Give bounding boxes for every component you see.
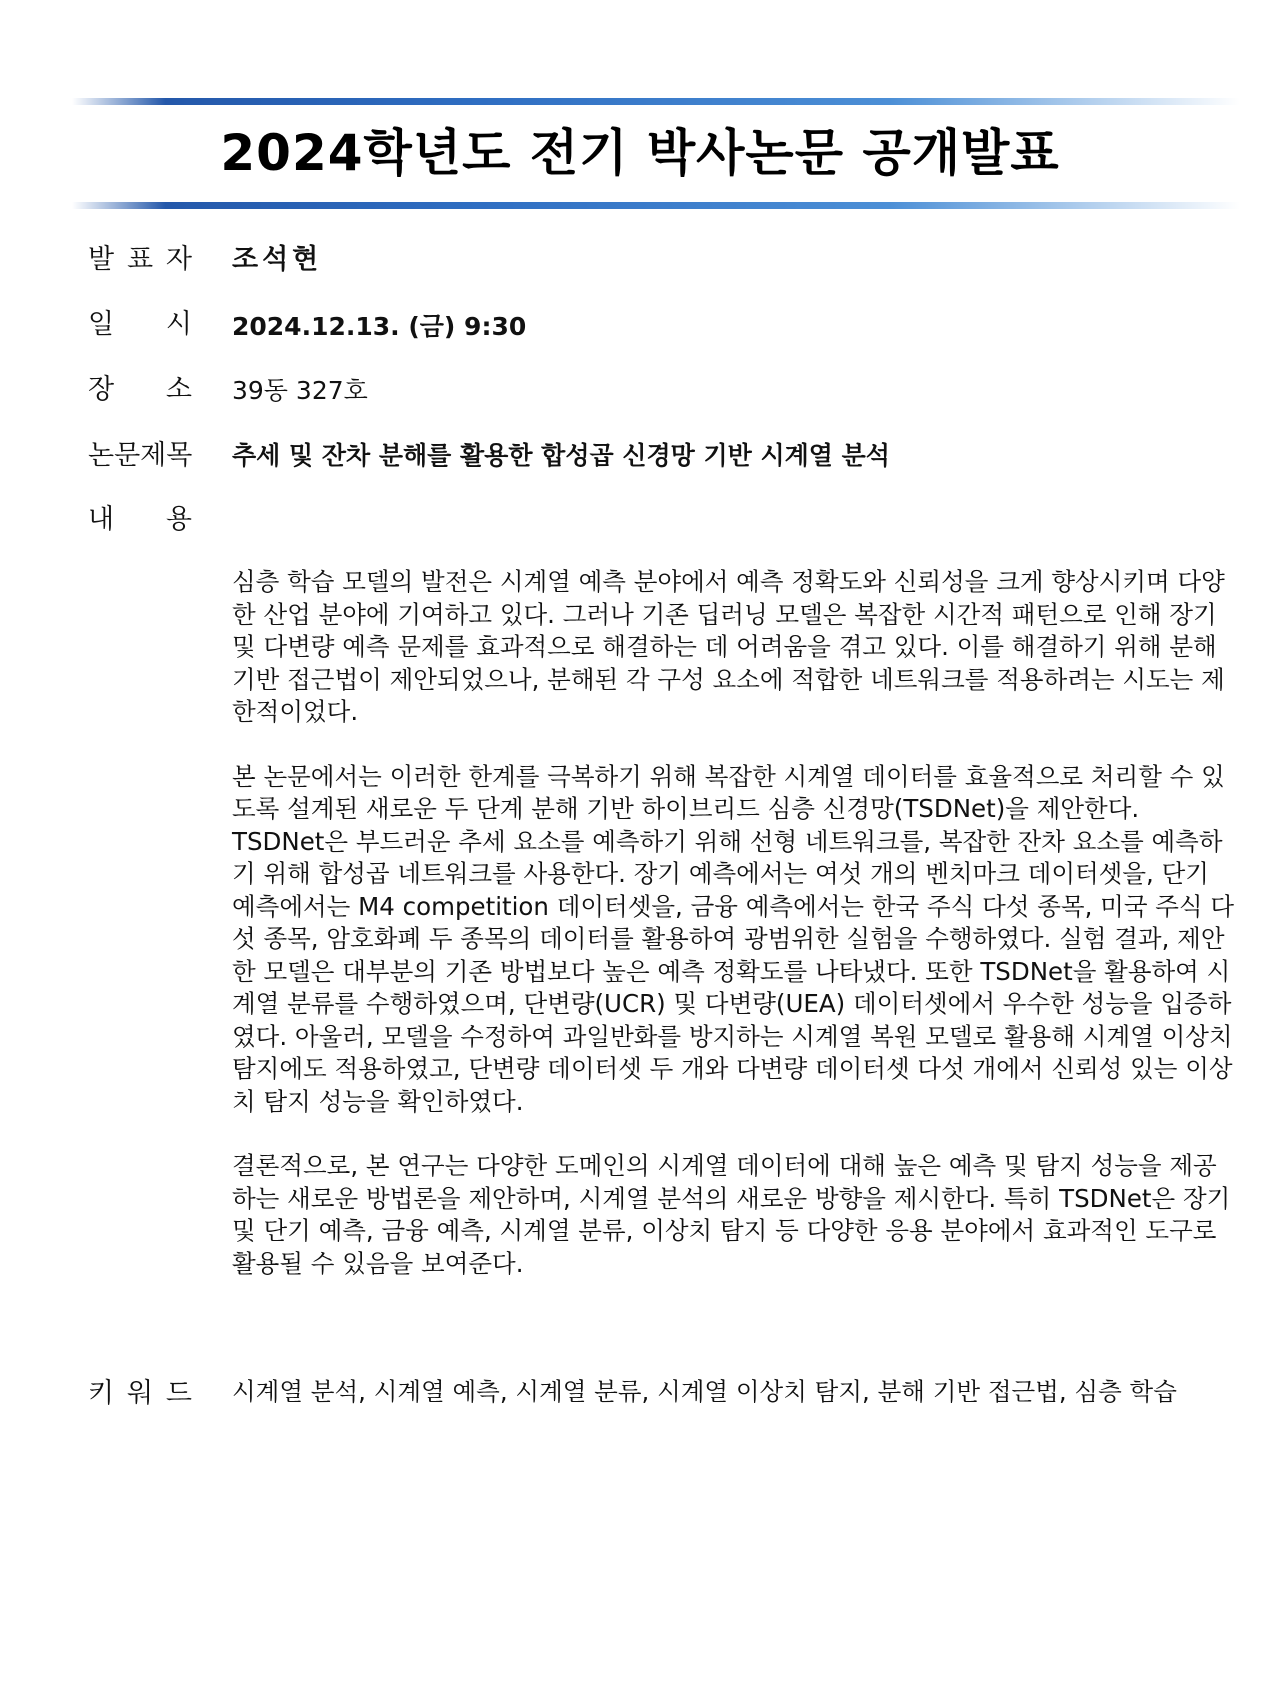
- place-value: 39동 327호: [232, 376, 368, 405]
- abstract: [232, 566, 1236, 1312]
- date-value: 2024.12.13. (금) 9:30: [232, 312, 527, 341]
- keywords-label-char: 키: [88, 1378, 115, 1409]
- abstract-paragraph: 결론적으로, 본 연구는 다양한 도메인의 시계열 데이터에 대해 높은 예측 및 탐지 성능을 제공하는 새로운 방법론을 제안하며, 시계열 분석의 새로운 방향을 제시한다. 특히 TSDNet은 장기 및 단기 예측, 금융 예측, 시계열 분류, 이상치 탐지 등 다양한 응용 분야에서 효과적인 도구로 활용될 수 있음을 보여준다.: [232, 1151, 1231, 1278]
- keywords-label-char: 워: [126, 1378, 154, 1409]
- top-decorative-rule: [72, 98, 1240, 105]
- abstract-paragraph: 본 논문에서는 이러한 한계를 극복하기 위해 복잡한 시계열 데이터를 효율적으로 처리할 수 있도록 설계된 새로운 두 단계 분해 기반 하이브리드 심층 신경망(TSDNet)을 제안한다. TSDNet은 부드러운 추세 요소를 예측하기 위해 선형 네트워크를, 복잡한 잔차 요소를 예측하기 위해 합성곱 네트워크를 사용한다. 장기 예측에서는 여섯 개의 벤치마크 데이터셋을, 단기 예측에서는 M4 competition 데이터셋을, 금융 예측에서는 한국 주식 다섯 종목, 미국 주식 다섯 종목, 암호화폐 두 종목의 데이터를 활용하여 광범위한 실험을 수행하였다. 실험 결과, 제안한 모델은 대부분의 기존 방법보다 높은 예측 정확도를 나타냈다. 또한 TSDNet을 활용하여 시계열 분류를 수행하였으며, 단변량(UCR) 및 다변량(UEA) 데이터셋에서 우수한 성능을 입증하였다. 아울러, 모델을 수정하여 과일반화를 방지하는 시계열 복원 모델로 활용해 시계열 이상치 탐지에도 적용하였고, 단변량 데이터셋 두 개와 다변량 데이터셋 다섯 개에서 신뢰성 있는 이상치 탐지 성능을 확인하였다.: [232, 761, 1235, 1116]
- keywords-label-char: 드: [165, 1378, 192, 1409]
- presenter-label-char: 자: [165, 244, 192, 275]
- thesis-title-value: 추세 및 잔차 분해를 활용한 합성곱 신경망 기반 시계열 분석: [232, 441, 890, 470]
- keywords-label: [88, 1376, 192, 1412]
- presenter-label: [88, 242, 192, 278]
- abstract-paragraph: 심층 학습 모델의 발전은 시계열 예측 분야에서 예측 정확도와 신뢰성을 크게 향상시키며 다양한 산업 분야에 기여하고 있다. 그러나 기존 딥러닝 모델은 복잡한 시간적 패턴으로 인해 장기 및 다변량 예측 문제를 효과적으로 해결하는 데 어려움을 겪고 있다. 이를 해결하기 위해 분해 기반 접근법이 제안되었으나, 분해된 각 구성 요소에 적합한 네트워크를 적용하려는 시도는 제한적이었다.: [232, 567, 1225, 726]
- place-label-char: 장: [88, 374, 115, 405]
- content-label-char: 내: [88, 504, 115, 535]
- content-label-char: 용: [165, 504, 192, 535]
- place-label-char: 소: [165, 374, 192, 405]
- thesis-title-label: 논문제목: [88, 440, 193, 471]
- presenter-label-char: 발: [88, 244, 115, 275]
- presenter-name: 조석현: [232, 244, 323, 275]
- keywords-value: 시계열 분석, 시계열 예측, 시계열 분류, 시계열 이상치 탐지, 분해 기반 접근법, 심층 학습: [232, 1377, 1177, 1406]
- bottom-decorative-rule: [72, 202, 1240, 209]
- place-label: [88, 372, 192, 408]
- date-label-char: 시: [165, 309, 192, 340]
- content-label: [88, 502, 192, 538]
- date-label-char: 일: [88, 309, 115, 340]
- date-label: [88, 307, 192, 343]
- page-title: 2024학년도 전기 박사논문 공개발표: [220, 124, 1060, 182]
- presenter-label-char: 표: [126, 244, 154, 275]
